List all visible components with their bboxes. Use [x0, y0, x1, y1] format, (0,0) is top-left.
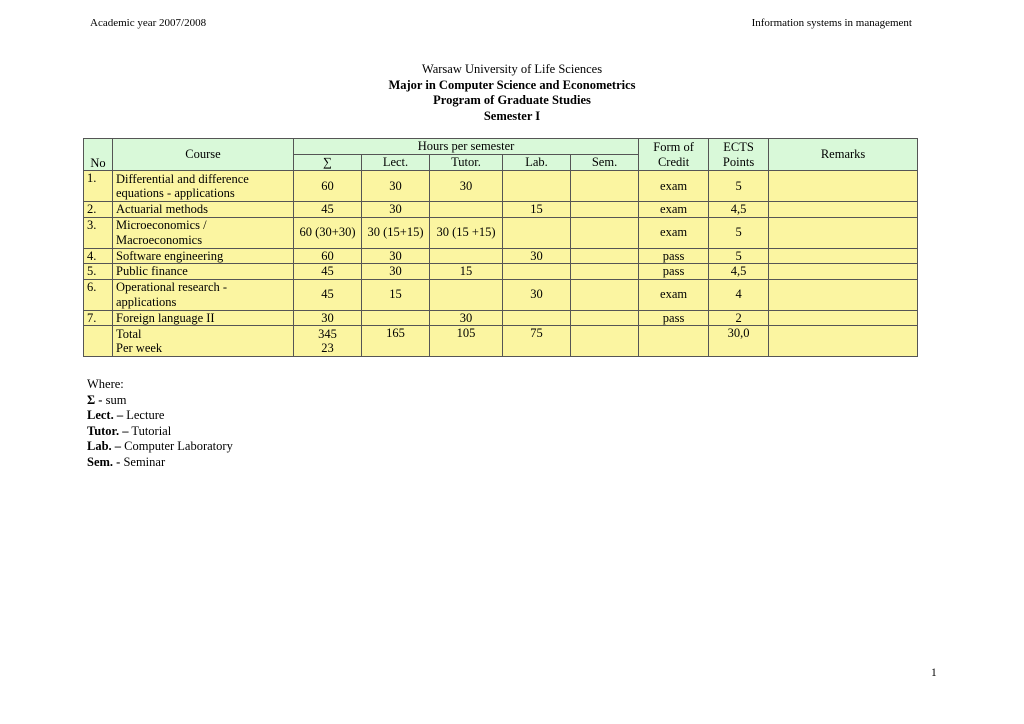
cell-lect: 30 (15+15) [362, 217, 430, 248]
table-row [84, 248, 918, 264]
legend-abbreviation: Lect. – [87, 408, 124, 422]
row-number: 7. [84, 310, 113, 326]
table-row [84, 171, 918, 202]
header-hours-per-semester: Hours per semester [294, 139, 639, 155]
university-name: Warsaw University of Life Sciences [421, 62, 603, 76]
header-lect: Lect. [362, 155, 430, 171]
cell-tutor: 30 [430, 310, 503, 326]
study-program-table [83, 138, 918, 357]
legend-item [87, 393, 233, 409]
total-sum-cell [294, 326, 362, 357]
row-number: 1. [84, 171, 113, 202]
cell-remarks [769, 310, 918, 326]
cell-lab: 30 [503, 248, 571, 264]
header-course: Course [113, 139, 294, 171]
legend-items [87, 393, 233, 471]
program-title: Program of Graduate Studies [433, 93, 591, 107]
header-sum: ∑ [294, 155, 362, 171]
cell-sum: 60 (30+30) [294, 217, 362, 248]
cell-lab [503, 171, 571, 202]
course-name: Public finance [113, 264, 294, 280]
legend-item [87, 455, 233, 471]
cell-sum: 45 [294, 202, 362, 218]
cell-ects: 5 [709, 171, 769, 202]
cell-sum: 45 [294, 264, 362, 280]
per-week-label: Per week [116, 341, 163, 355]
total-row [84, 326, 918, 357]
cell-ects: 5 [709, 248, 769, 264]
cell-ects: 2 [709, 310, 769, 326]
cell-ects: 4,5 [709, 264, 769, 280]
cell-remarks [769, 202, 918, 218]
cell-form: exam [639, 171, 709, 202]
total-label: Total [116, 326, 142, 341]
major-title: Major in Computer Science and Econometrics [388, 77, 636, 92]
cell-lab [503, 264, 571, 280]
legend-abbreviation: Sem. - [87, 454, 121, 469]
course-name: Differential and difference equations - applications [113, 171, 294, 202]
row-number: 2. [84, 202, 113, 218]
cell-tutor [430, 248, 503, 264]
header-remarks: Remarks [769, 139, 918, 171]
total-sem [571, 326, 639, 357]
header-lab: Lab. [503, 155, 571, 171]
header-form-of-credit: Form of Credit [639, 139, 709, 171]
cell-lab [503, 310, 571, 326]
cell-ects: 4,5 [709, 202, 769, 218]
cell-lab [503, 217, 571, 248]
total-sum: 345 [318, 326, 337, 341]
total-lect: 165 [362, 326, 430, 357]
cell-sem [571, 171, 639, 202]
course-name: Actuarial methods [113, 202, 294, 218]
cell-sum: 30 [294, 310, 362, 326]
cell-remarks [769, 248, 918, 264]
cell-sem [571, 264, 639, 280]
cell-form: pass [639, 248, 709, 264]
header-row-1 [84, 139, 918, 155]
cell-lab: 30 [503, 279, 571, 310]
legend-abbreviation: Σ - [87, 392, 103, 407]
header-tutor: Tutor. [430, 155, 503, 171]
legend-meaning: sum [102, 392, 127, 407]
row-number: 4. [84, 248, 113, 264]
table-row [84, 279, 918, 310]
legend-meaning: Lecture [123, 408, 165, 422]
cell-remarks [769, 279, 918, 310]
cell-form: exam [639, 217, 709, 248]
running-header-left: Academic year 2007/2008 [90, 17, 207, 29]
course-name: Operational research - applications [113, 279, 294, 310]
cell-sem [571, 248, 639, 264]
cell-lect: 30 [362, 248, 430, 264]
cell-lect: 15 [362, 279, 430, 310]
course-name: Microeconomics / Macroeconomics [113, 217, 294, 248]
table-row [84, 217, 918, 248]
cell-sum: 60 [294, 248, 362, 264]
row-number: 5. [84, 264, 113, 280]
table-row [84, 310, 918, 326]
course-name: Foreign language II [113, 310, 294, 326]
header-no: No [84, 139, 113, 171]
header-sem: Sem. [571, 155, 639, 171]
cell-form: exam [639, 279, 709, 310]
cell-tutor: 30 (15 +15) [430, 217, 503, 248]
cell-tutor [430, 202, 503, 218]
row-number: 3. [84, 217, 113, 248]
legend-meaning: Tutorial [128, 423, 172, 438]
cell-form: pass [639, 310, 709, 326]
cell-form: exam [639, 202, 709, 218]
total-remarks [769, 326, 918, 357]
cell-sem [571, 279, 639, 310]
cell-ects: 4 [709, 279, 769, 310]
cell-lect: 30 [362, 264, 430, 280]
semester-title: Semester I [483, 108, 541, 123]
legend-meaning: Computer Laboratory [121, 439, 233, 453]
total-ects: 30,0 [709, 326, 769, 357]
total-tutor: 105 [430, 326, 503, 357]
total-lab: 75 [503, 326, 571, 357]
total-no-cell [84, 326, 113, 357]
cell-tutor: 30 [430, 171, 503, 202]
legend-intro: Where: [87, 377, 124, 391]
abbreviation-legend [87, 377, 233, 470]
cell-remarks [769, 217, 918, 248]
cell-lab: 15 [503, 202, 571, 218]
cell-remarks [769, 171, 918, 202]
running-header-right: Information systems in management [751, 17, 912, 29]
cell-form: pass [639, 264, 709, 280]
page-number: 1 [931, 667, 937, 679]
total-label-cell [113, 326, 294, 357]
cell-lect: 30 [362, 171, 430, 202]
row-number: 6. [84, 279, 113, 310]
table-row [84, 202, 918, 218]
course-name: Software engineering [113, 248, 294, 264]
cell-lect: 30 [362, 202, 430, 218]
header-ects-points: ECTS Points [709, 139, 769, 171]
cell-tutor: 15 [430, 264, 503, 280]
cell-lect [362, 310, 430, 326]
cell-sum: 45 [294, 279, 362, 310]
legend-item [87, 408, 233, 424]
document-titles [0, 62, 1024, 124]
legend-meaning: Seminar [120, 454, 166, 469]
table-row [84, 264, 918, 280]
cell-sem [571, 202, 639, 218]
cell-sum: 60 [294, 171, 362, 202]
cell-remarks [769, 264, 918, 280]
legend-item [87, 424, 233, 440]
legend-abbreviation: Lab. – [87, 439, 122, 453]
cell-sem [571, 310, 639, 326]
legend-abbreviation: Tutor. – [87, 423, 129, 438]
legend-item [87, 439, 233, 455]
per-week-value: 23 [321, 341, 334, 355]
cell-sem [571, 217, 639, 248]
total-form [639, 326, 709, 357]
cell-ects: 5 [709, 217, 769, 248]
cell-tutor [430, 279, 503, 310]
